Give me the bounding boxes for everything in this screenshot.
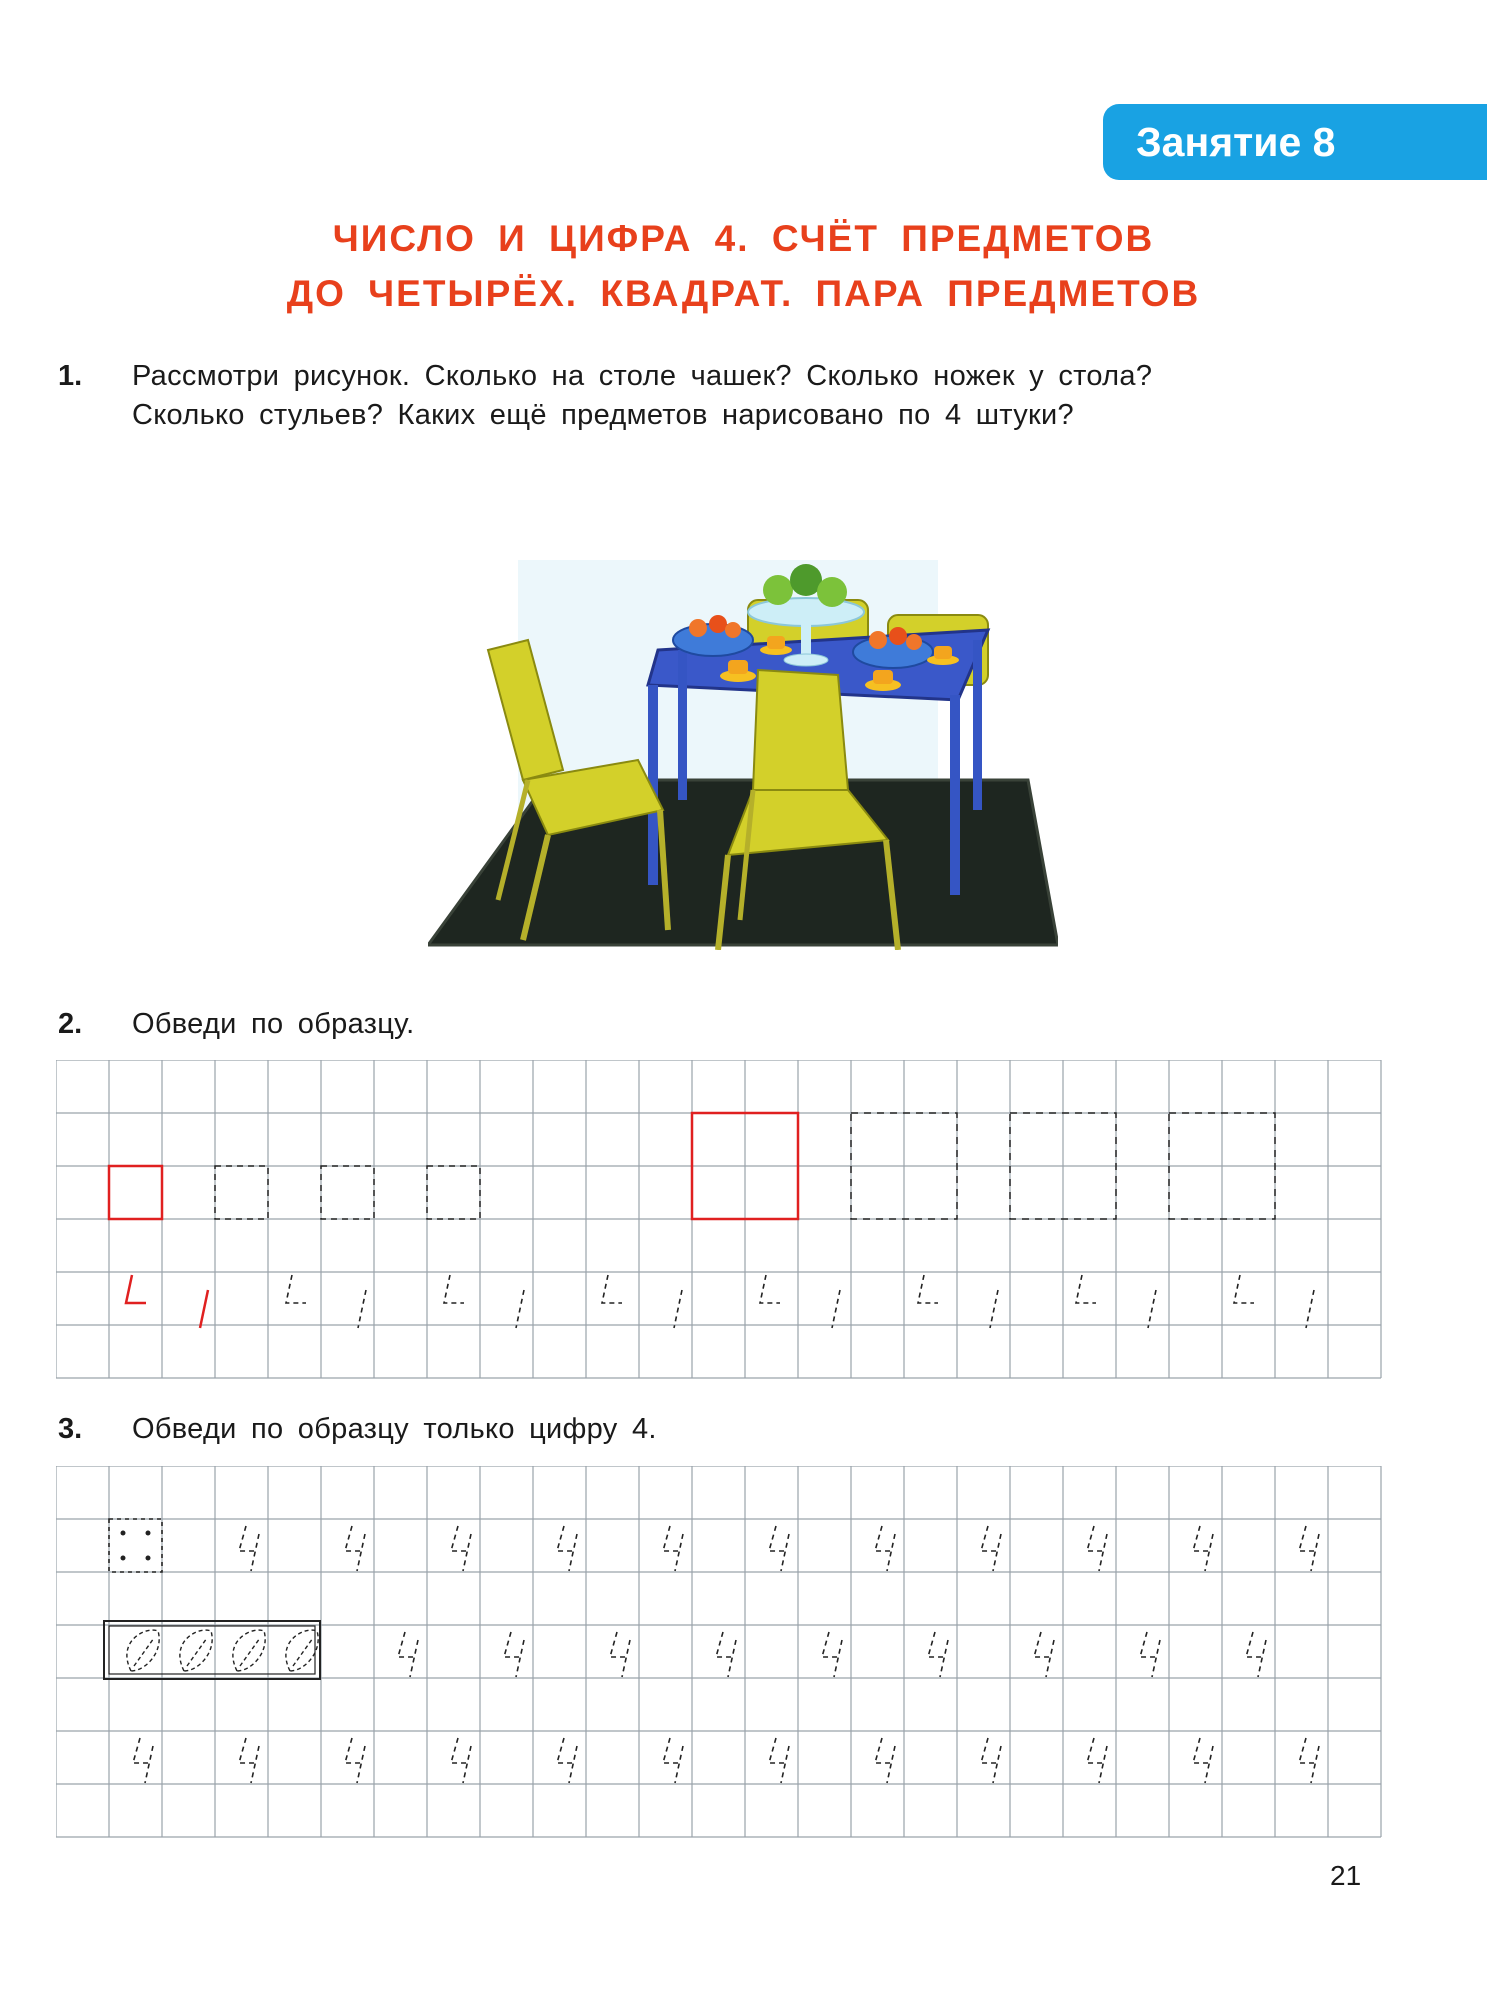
lesson-badge bbox=[1103, 104, 1487, 180]
task-1-number: 1. bbox=[58, 360, 83, 392]
page-title-line-2: ДО ЧЕТЫРЁХ. КВАДРАТ. ПАРА ПРЕДМЕТОВ bbox=[286, 273, 1201, 314]
task-2-grid bbox=[56, 1060, 1382, 1380]
lesson-badge-label: Занятие 8 bbox=[1136, 118, 1336, 165]
page-number: 21 bbox=[1330, 1860, 1362, 1891]
task-1-line-1: Рассмотри рисунок. Сколько на столе чашек? Сколько ножек у стола? bbox=[132, 360, 1153, 392]
task-1-line-2: Сколько стульев? Каких ещё предметов нарисовано по 4 штуки? bbox=[132, 399, 1074, 431]
task-3-number: 3. bbox=[58, 1413, 83, 1445]
table-and-chairs-illustration bbox=[428, 480, 1058, 950]
task-3-grid bbox=[56, 1466, 1382, 1838]
task-2-number: 2. bbox=[58, 1008, 83, 1040]
task-3-text: Обведи по образцу только цифру 4. bbox=[132, 1413, 657, 1445]
page-title-line-1: ЧИСЛО И ЦИФРА 4. СЧЁТ ПРЕДМЕТОВ bbox=[332, 218, 1155, 259]
task-2-text: Обведи по образцу. bbox=[132, 1008, 415, 1040]
